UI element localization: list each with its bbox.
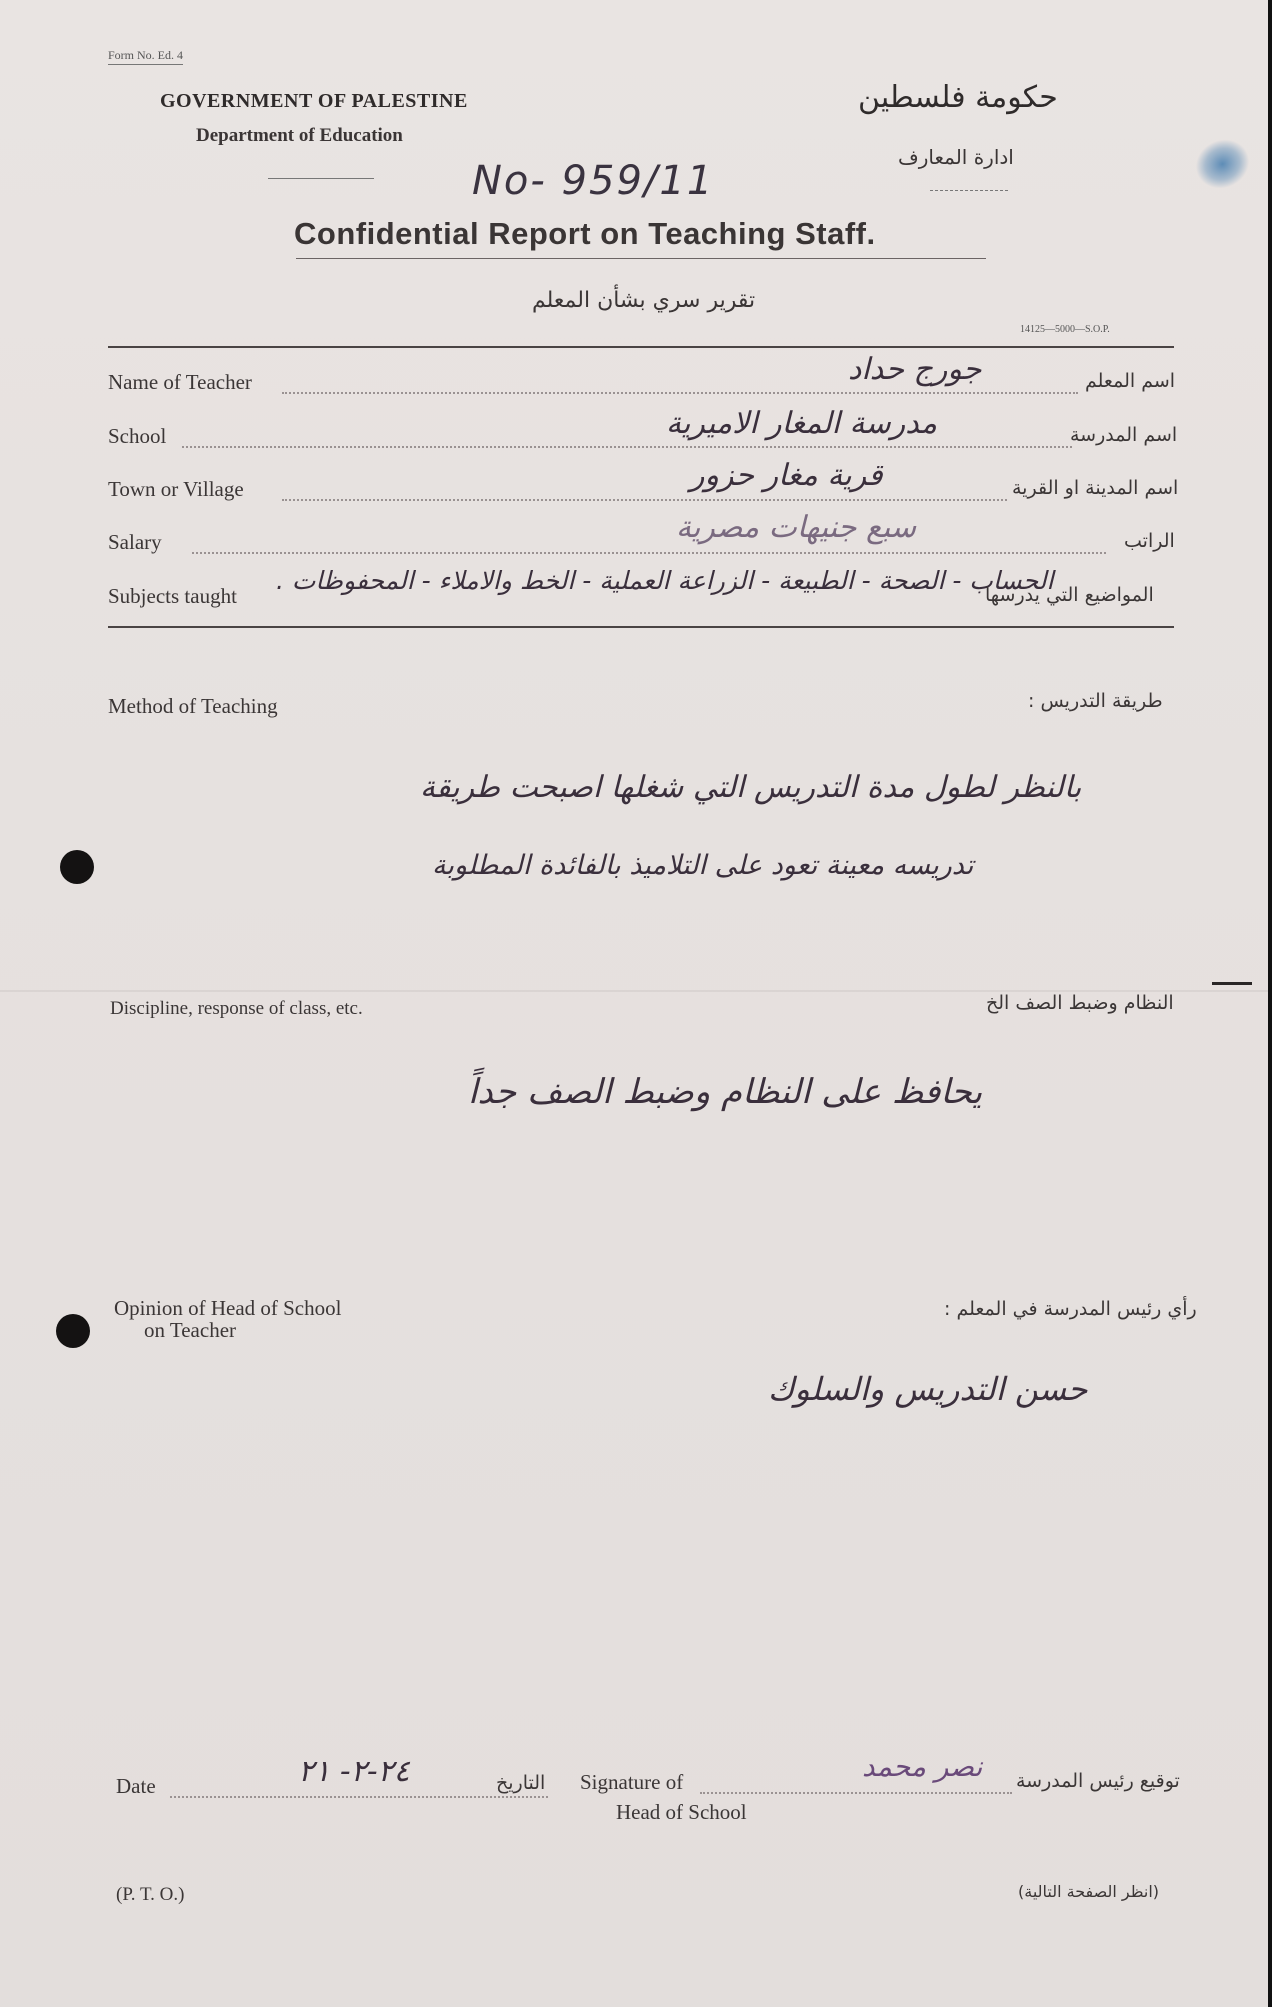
field-line-name [282,392,1078,394]
discipline-label: Discipline, response of class, etc. [110,998,363,1019]
government-english: GOVERNMENT OF PALESTINE [160,90,468,112]
field-label-town: Town or Village [108,477,244,501]
print-code: 14125—5000—S.O.P. [1020,324,1110,335]
opinion-label-line-1: Opinion of Head of School [114,1296,342,1320]
opinion-label-arabic: رأي رئيس المدرسة في المعلم : [944,1298,1197,1320]
field-value-school: مدرسة المغار الاميرية [666,406,938,441]
field-label-subjects: Subjects taught [108,584,237,608]
method-label-arabic: طريقة التدريس : [1028,690,1163,712]
field-value-name: جورج حداد [848,352,982,387]
header-divider-right [930,190,1008,191]
date-line [170,1796,548,1798]
discipline-text: يحافظ على النظام وضبط الصف جداً [468,1072,983,1112]
signature-line [700,1792,1012,1794]
title-underline [296,258,986,259]
field-line-salary [192,552,1106,554]
punch-hole-bottom [56,1314,90,1348]
opinion-text: حسن التدريس والسلوك [768,1370,1088,1408]
date-label-arabic: التاريخ [496,1772,546,1794]
stamp-mark [1187,131,1257,198]
signature-value: نصر محمد [862,1750,983,1783]
method-text-line-2: تدريسه معينة تعود على التلاميذ بالفائدة المطلوبة [432,850,974,881]
field-value-salary: سبع جنيهات مصرية [676,510,917,545]
field-value-subjects: الحساب - الصحة - الطبيعة - الزراعة العملية - الخط والاملاء - المحفوظات . [276,566,1054,595]
header-divider-left [268,178,374,179]
field-label-school: School [108,424,167,448]
report-title-arabic: تقرير سري بشأن المعلم [532,288,756,313]
report-title: Confidential Report on Teaching Staff. [294,216,876,251]
pto-label-arabic: (انظر الصفحة التالية) [1018,1882,1160,1901]
scan-edge [1268,0,1272,2007]
pto-label: (P. T. O.) [116,1884,185,1905]
method-text-line-1: بالنظر لطول مدة التدريس التي شغلها اصبحت طريقة [420,770,1082,805]
field-label-name: Name of Teacher [108,370,252,394]
field-label-ar-salary: الراتب [1124,530,1175,552]
opinion-label-line-2: on Teacher [144,1318,237,1342]
field-label-ar-school: اسم المدرسة [1070,424,1178,446]
signature-label-line-1: Signature of [580,1770,684,1794]
government-arabic: حكومة فلسطين [858,80,1058,115]
section-divider-top [108,346,1174,348]
date-label: Date [116,1774,156,1798]
date-value: ٢٤-٢- ٢١ [298,1754,410,1789]
file-number: No- 959/11 [472,158,715,204]
field-label-salary: Salary [108,530,162,554]
department-english: Department of Education [196,125,403,146]
signature-label-line-2: Head of School [616,1800,747,1824]
method-label: Method of Teaching [108,694,278,718]
field-label-ar-subjects: المواضيع التي يدرسها [985,584,1154,606]
field-value-town: قرية مغار حزور [690,458,883,493]
paper-tear-mark [1212,982,1252,985]
punch-hole-top [60,850,94,884]
form-number: Form No. Ed. 4 [108,48,183,65]
field-label-ar-name: اسم المعلم [1085,370,1176,392]
field-line-school [182,446,1072,448]
signature-label-arabic: توقيع رئيس المدرسة [1016,1770,1180,1792]
field-line-town [282,499,1007,501]
discipline-label-arabic: النظام وضبط الصف الخ [986,992,1174,1014]
department-arabic: ادارة المعارف [898,145,1014,169]
field-label-ar-town: اسم المدينة او القرية [1012,477,1179,499]
section-divider-fields [108,626,1174,628]
